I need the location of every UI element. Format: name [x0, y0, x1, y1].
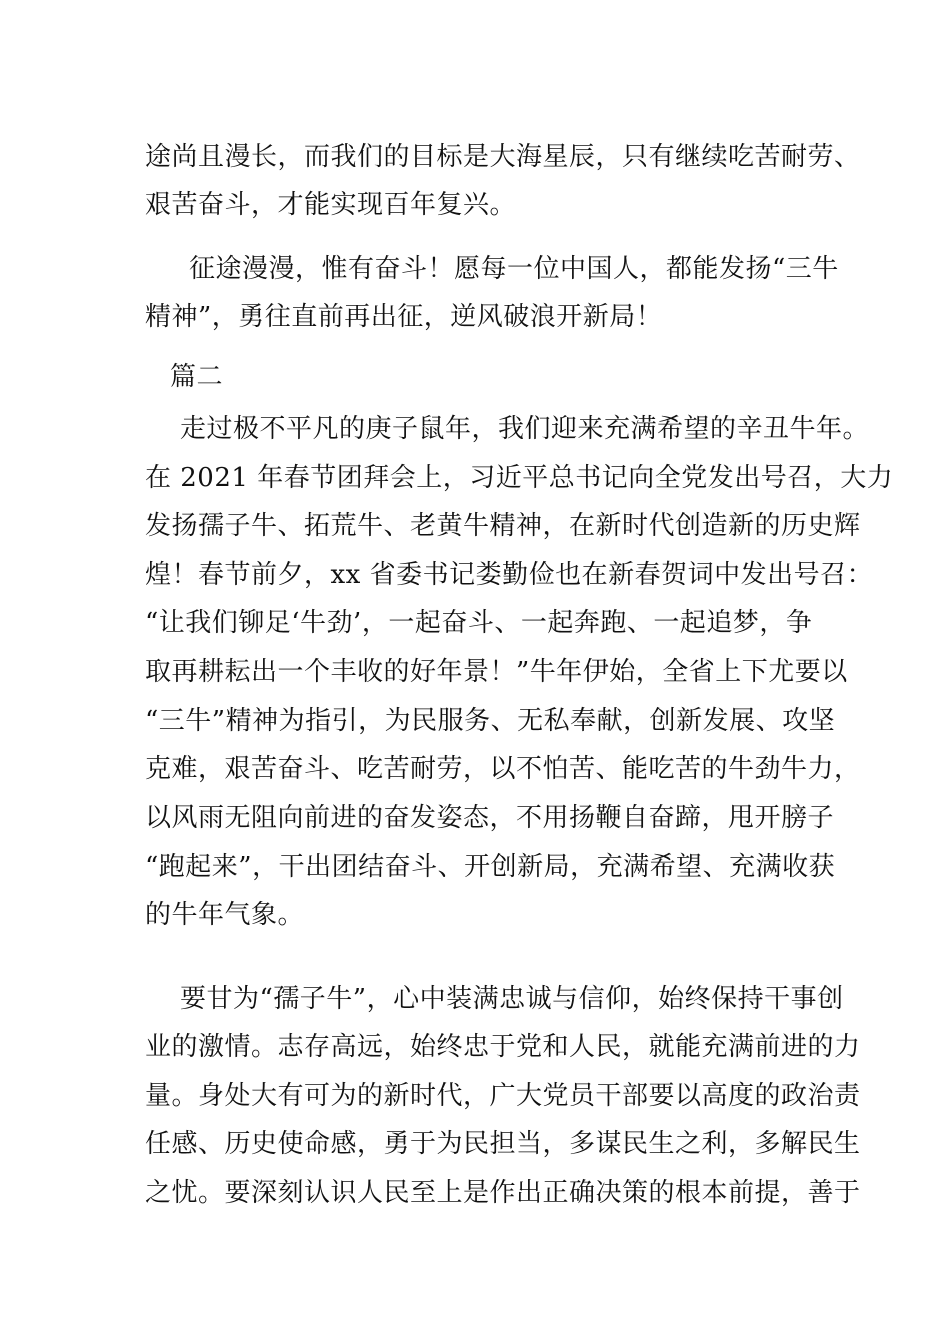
text-line: “三牛”精神为指引，为民服务、无私奉献，创新发展、攻坚 [145, 706, 836, 736]
text-line: 以风雨无阻向前进的奋发姿态，不用扬鞭自奋蹄，甩开膀子 [145, 803, 835, 833]
text-line: “跑起来”，干出团结奋斗、开创新局，充满希望、充满收获 [145, 852, 836, 882]
text-line: 发扬孺子牛、拓荒牛、老黄牛精神，在新时代创造新的历史辉 [145, 511, 861, 541]
text-line: 艰苦奋斗，才能实现百年复兴。 [145, 190, 517, 220]
text-line: 走过极不平凡的庚子鼠年，我们迎来充满希望的辛丑牛年。 [180, 414, 870, 444]
text-line: “让我们铆足‘牛劲’，一起奋斗、一起奔跑、一起追梦，争 [145, 608, 813, 638]
text-line: 取再耕耘出一个丰收的好年景！”牛年伊始，全省上下尤要以 [145, 657, 848, 687]
text-line: 量。身处大有可为的新时代，广大党员干部要以高度的政治责 [145, 1081, 861, 1111]
text-line: 业的激情。志存高远，始终忠于党和人民，就能充满前进的力 [145, 1032, 861, 1062]
text-line: 途尚且漫长，而我们的目标是大海星辰，只有继续吃苦耐劳、 [145, 142, 861, 172]
text-line: 之忧。要深刻认识人民至上是作出正确决策的根本前提，善于 [145, 1178, 861, 1208]
text-line: 征途漫漫，惟有奋斗！愿每一位中国人，都能发扬“三牛 [189, 254, 839, 284]
text-line: 任感、历史使命感，勇于为民担当，多谋民生之利，多解民生 [145, 1129, 861, 1159]
text-line: 克难，艰苦奋斗、吃苦耐劳，以不怕苦、能吃苦的牛劲牛力， [145, 754, 861, 784]
text-line: 在 2021 年春节团拜会上，习近平总书记向全党发出号召，大力 [145, 463, 894, 493]
text-line: 精神”，勇往直前再出征，逆风破浪开新局！ [145, 302, 663, 332]
section-heading: 篇二 [170, 362, 224, 392]
text-line: 要甘为“孺子牛”，心中装满忠诚与信仰，始终保持干事创 [180, 984, 844, 1014]
text-line: 煌！春节前夕，xx 省委书记娄勤俭也在新春贺词中发出号召： [145, 560, 874, 590]
text-line: 的牛年气象。 [145, 900, 305, 930]
